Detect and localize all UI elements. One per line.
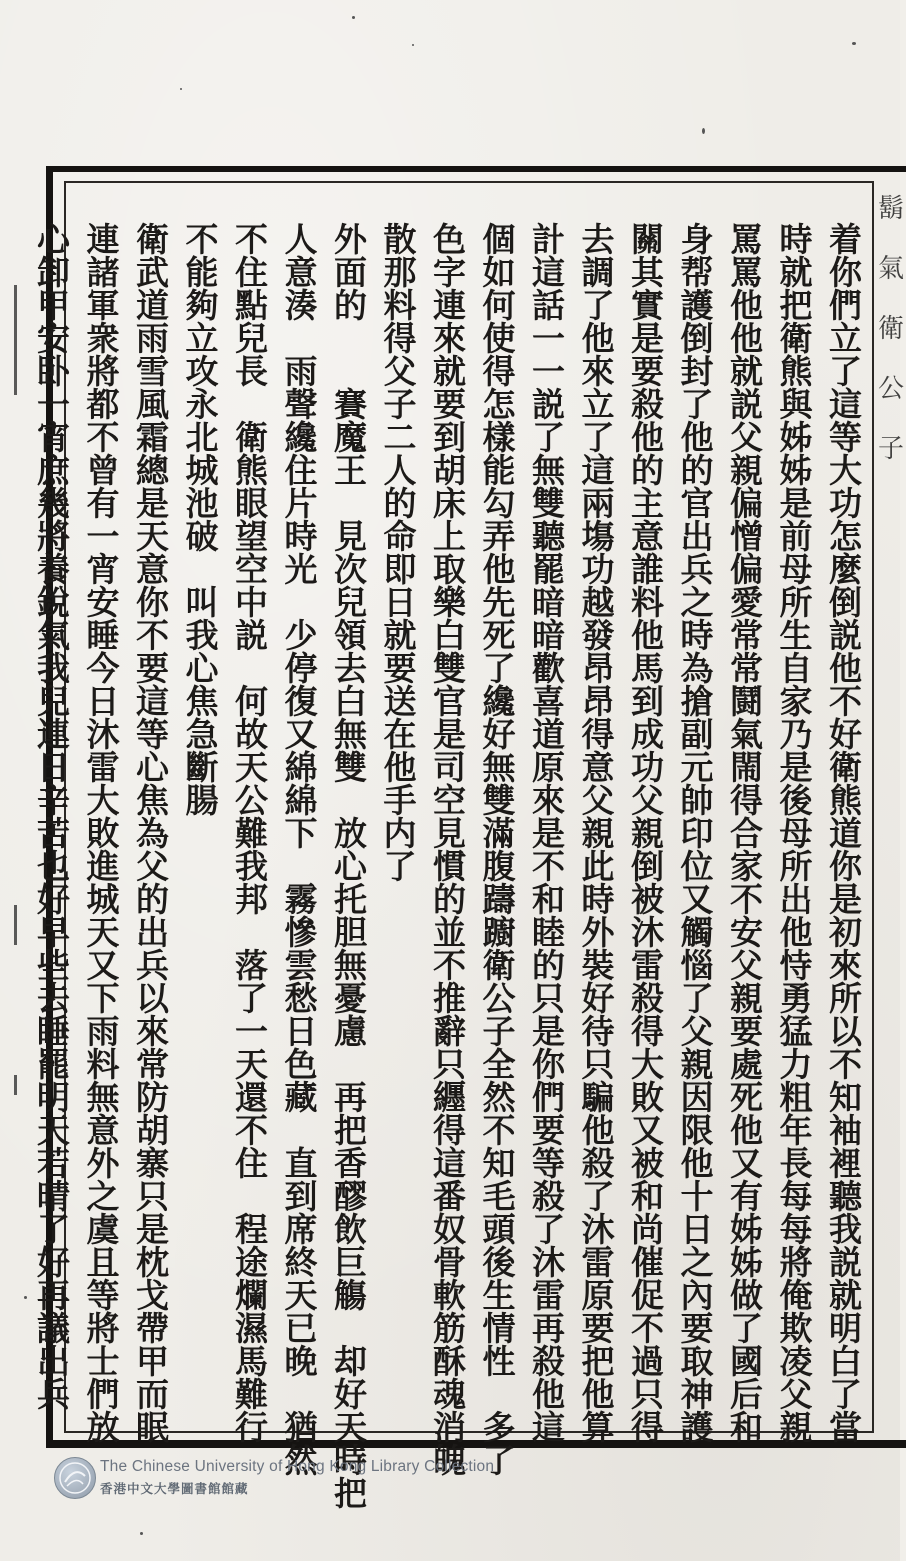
margin-char: 衛 [878,314,905,344]
margin-char: 公 [878,374,905,404]
margin-char: 子 [878,434,905,464]
text-column-9: 色字連來就要到胡床上取樂白雙官是司空見慣的並不推辭只纒得這番奴骨軟筋酥魂消魄 [428,222,467,1476]
right-margin-strip [872,160,905,1460]
text-column-5: 關其實是要殺他的主意誰料他馬到成功父親倒被沐雷殺得大敗又被和尚催促不過只得 [626,222,665,1443]
text-column-16: 連諸軍衆將都不曾有一宵安睡今日沐雷大敗進城天又下雨料無意外之虞且等將士們放 [81,222,121,1443]
text-column-8: 個如何使得怎樣能勾弄他先死了纔好無雙滿腹躊躕衛公子全然不知毛頭後生情性 多了 [477,222,517,1476]
margin-char: 鬍 [878,194,905,224]
collection-name-en: The Chinese University of Hong Kong Library Collection [100,1458,495,1475]
verse-column-2: 人意湊 雨聲纔住片時光 少停復又綿綿下 霧慘雲愁日色藏 直到席終天已晚 猶然 [279,222,319,1476]
verse-column-3: 不住點兒長 衛熊眼望空中説 何故天公難我邦 落了一天還不住 程途爛濕馬難行 [230,222,269,1443]
paper-speck [702,128,705,134]
text-column-6: 去調了他來立了這兩塲功越發昂昂得意父親此時外裝好待只騙他殺了沐雷原要把他算 [576,222,616,1443]
paper-speck [180,88,182,90]
text-column-7: 計這話一一説了無雙聽罷暗暗歡喜道原來是不和睦的只是你們要等殺了沐雷再殺他這 [527,222,566,1443]
bleed-mark [0,285,17,395]
text-column-3: 罵罵他他就説父親偏憎偏愛常常鬪氣閙得合家不安父親要處死他又有姊姊做了國后和 [725,222,764,1443]
paper-speck [352,16,355,19]
text-column-4: 身帮護倒封了他的官出兵之時為搶副元帥印位又觸惱了父親因限他十日之內要取神護 [675,222,715,1443]
text-column-1: 着你們立了這等大功怎麼倒説他不好衛熊道你是初來所以不知袖裡聽我説就明白了當 [824,222,863,1443]
paper-speck [852,42,856,45]
bleed-mark [0,1075,17,1095]
cuhk-library-logo-icon [54,1457,96,1499]
paper-speck [140,1532,143,1535]
paper-speck [412,44,414,46]
verse-column-4: 不能夠立攻永北城池破 叫我心焦急斷腸 [180,222,220,816]
library-watermark [54,1454,574,1504]
verse-column-1: 外面的 賽魔王 見次兒領去白無雙 放心托胆無憂慮 再把香醪飲巨觴 却好天時把 [329,222,368,1509]
text-column-17: 心卸甲安卧一宵庶幾將養銳氣我兒連日辛苦也好早些去睡罷明天若晴了好再議出兵 [32,222,71,1410]
margin-char: 氣 [878,254,905,284]
text-column-15: 衛武道雨雪風霜總是天意你不要這等心焦為父的出兵以來常防胡寨只是枕戈帶甲而眠 [131,222,170,1443]
collection-name-zh: 香港中文大學圖書館館藏 [100,1481,249,1496]
text-column-10: 散那料得父子二人的命即日就要送在他手内了 [378,222,418,882]
bleed-mark [0,905,17,945]
text-column-2: 時就把衛熊與姊姊是前母所生自家乃是後母所出他恃勇猛力粗年長每每將俺欺凌父親 [774,222,814,1443]
